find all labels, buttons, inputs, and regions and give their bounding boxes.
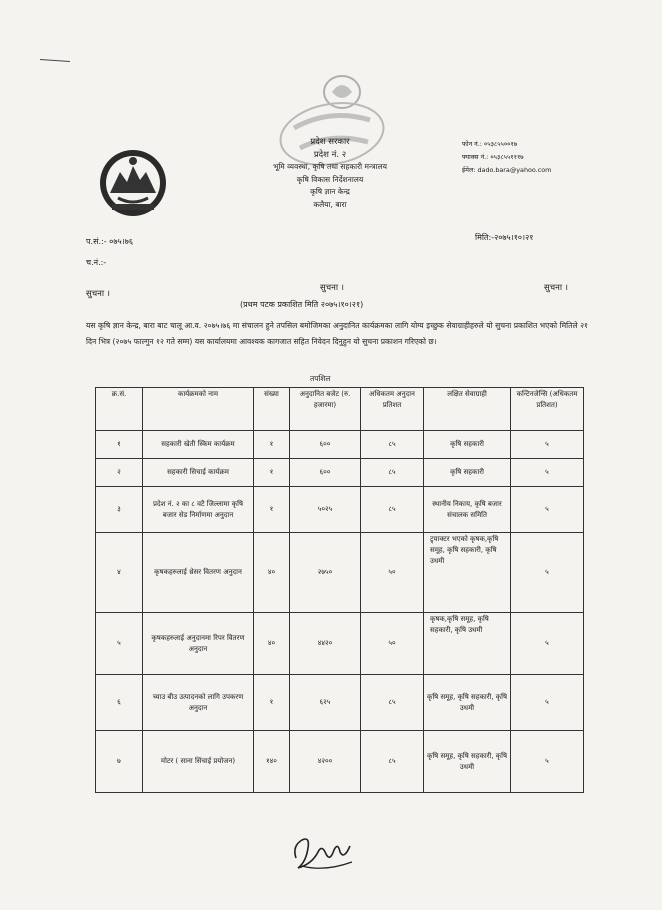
cell-beneficiary: कृषि समूह, कृषि सहकारी, कृषि उधमी — [424, 731, 511, 793]
header-line-5: कृषि ज्ञान केन्द्र — [310, 187, 350, 196]
cell-program: सहकारी खेती स्किम कार्यक्रम — [143, 431, 254, 459]
table-row — [96, 431, 584, 459]
cell-beneficiary: स्थानीय निकाय, कृषि बजार संचालक समिति — [424, 487, 511, 533]
cell-program: कृषकहरुलाई अनुदानमा रिपर वितरण अनुदान — [143, 613, 254, 675]
cell-beneficiary: कृषक,कृषि समूह, कृषि सहकारी, कृषि उधमी — [424, 613, 511, 675]
cell-percent: ८५ — [361, 487, 424, 533]
cell-sn: ५ — [96, 613, 143, 675]
office-header — [230, 136, 430, 211]
cell-sn: ३ — [96, 487, 143, 533]
cell-contingency: ५ — [511, 533, 584, 613]
cell-sn: ७ — [96, 731, 143, 793]
cell-percent: ५० — [361, 613, 424, 675]
contact-block — [462, 138, 551, 177]
header-line-4: कृषि विकास निर्देशनालय — [296, 174, 364, 184]
cell-count: ४० — [254, 533, 290, 613]
nepal-emblem-icon — [98, 148, 168, 218]
cell-budget: ६२५ — [290, 675, 361, 731]
cell-budget: ६०० — [290, 459, 361, 487]
cell-sn: ६ — [96, 675, 143, 731]
cell-sn: २ — [96, 459, 143, 487]
header-line-3: भूमि व्यवस्था, कृषि तथा सहकारी मन्त्रालय — [273, 162, 387, 171]
table-caption: तपशिल — [310, 374, 331, 383]
notice-paragraph: यस कृषि ज्ञान केन्द्र, बारा बाट चालू आ.व. २०७५।७६ मा संचालन हुने तपसिल बमोजिमका अनुदानित कार्यक्रमका लागि योग्य इच्छुक सेवाग्राहीहरुले यो सुचना प्रकाशित भएको मितिले २१ दिन भित्र (२०७५ फाल्गुन १२ गते सम्म) यस कार्यालयमा आवश्यक कागजात सहित निवेदन दिनुहुन यो सुचना प्रकाशन गरिएको छ। — [86, 321, 588, 346]
cell-beneficiary: कृषि सहकारी — [424, 459, 511, 487]
cell-count: १ — [254, 459, 290, 487]
header-program: कार्यक्रमको नाम — [143, 388, 254, 431]
header-sn: क्र.सं. — [96, 388, 143, 431]
table-row — [96, 459, 584, 487]
header-line-2: प्रदेश नं. २ — [313, 149, 347, 160]
table-header-row — [96, 388, 584, 431]
cell-program: कृषकहरुलाई थ्रेसर वितरण अनुदान — [143, 533, 254, 613]
header-line-1: प्रदेश सरकार — [310, 137, 350, 147]
cell-program: च्याउ बीउ उत्पादनको लागि उपकरण अनुदान — [143, 675, 254, 731]
patra-sankhya: प.सं.:- ०७५।७६ — [86, 237, 133, 246]
table-row — [96, 613, 584, 675]
cell-percent: ८५ — [361, 459, 424, 487]
table-row — [96, 533, 584, 613]
cell-program: प्रदेश नं. २ का ८ वटै जिल्लामा कृषि बजार सेड निर्माणमा अनुदान — [143, 487, 254, 533]
cell-beneficiary: कृषि समूह, कृषि सहकारी, कृषि उधमी — [424, 675, 511, 731]
cell-budget: ६०० — [290, 431, 361, 459]
cell-contingency: ५ — [511, 675, 584, 731]
cell-sn: १ — [96, 431, 143, 459]
cell-count: १ — [254, 487, 290, 533]
cell-sn: ४ — [96, 533, 143, 613]
cell-percent: ८५ — [361, 675, 424, 731]
cell-count: १ — [254, 675, 290, 731]
cell-percent: ८५ — [361, 731, 424, 793]
header-budget: अनुदानित बजेट (रु. हजारमा) — [290, 388, 361, 431]
cell-count: १४० — [254, 731, 290, 793]
cell-program: मोटर ( साना सिंचाई प्रयोजन) — [143, 731, 254, 793]
table-row — [96, 487, 584, 533]
header-count: संख्या — [254, 388, 290, 431]
program-table — [95, 387, 584, 793]
signature-icon — [288, 828, 358, 874]
cell-count: १ — [254, 431, 290, 459]
cell-program: सहकारी सिचाई कार्यक्रम — [143, 459, 254, 487]
cell-budget: ४२०० — [290, 731, 361, 793]
scan-mark — [40, 59, 70, 62]
notice-subtitle: (प्रथम पटक प्रकाशित मिति २०७५।१०।२१) — [240, 300, 364, 309]
cell-budget: ४४२० — [290, 613, 361, 675]
cell-beneficiary: ट्र्याक्टर भएको कृषक,कृषि समूह, कृषि सहकारी, कृषि उधमी — [424, 533, 511, 613]
cell-percent: ८५ — [361, 431, 424, 459]
table-row — [96, 675, 584, 731]
cell-beneficiary: कृषि सहकारी — [424, 431, 511, 459]
notice-title-center: सुचना । — [320, 283, 344, 293]
header-line-6: कलैया, बारा — [313, 199, 347, 209]
cell-contingency: ५ — [511, 613, 584, 675]
cell-contingency: ५ — [511, 459, 584, 487]
email-text: ईमेल: dado.bara@yahoo.com — [462, 166, 552, 174]
table-row — [96, 731, 584, 793]
phone-text: फोन नं.: ०५३८५५००१७ — [462, 140, 518, 148]
cell-contingency: ५ — [511, 431, 584, 459]
fax-text: फ्याक्स नं.: ०५३८५५१११७ — [462, 153, 524, 161]
chalani-number: च.नं.:- — [86, 258, 107, 267]
cell-budget: २७५० — [290, 533, 361, 613]
notice-title-left: सुचना । — [86, 289, 110, 299]
cell-contingency: ५ — [511, 731, 584, 793]
notice-title-right: सुचना । — [544, 283, 568, 293]
cell-percent: ५० — [361, 533, 424, 613]
header-percent: अधिकतम अनुदान प्रतिशत — [361, 388, 424, 431]
document-date: मिति:-२०७५।१०।२१ — [475, 233, 534, 242]
header-beneficiary: लक्षित सेवाग्राही — [424, 388, 511, 431]
cell-contingency: ५ — [511, 487, 584, 533]
cell-count: ४० — [254, 613, 290, 675]
cell-budget: ५०२५ — [290, 487, 361, 533]
header-contingency: कन्टिनजेन्सि (अधिकतम प्रतिशत) — [511, 388, 584, 431]
